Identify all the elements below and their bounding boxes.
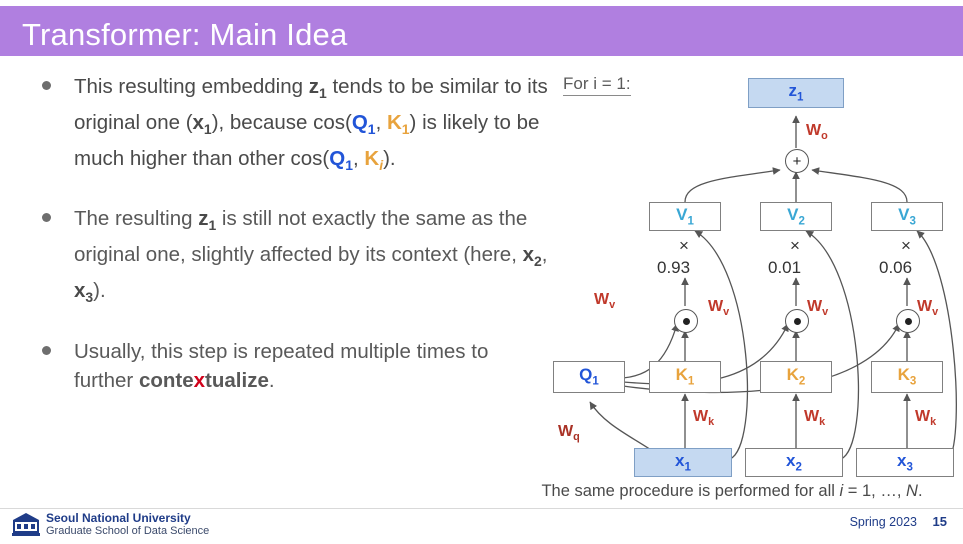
label-w-k-2: $W_k$	[804, 408, 826, 429]
node-k2: $K_2$	[760, 361, 832, 393]
label-w-k-3: $W_k$	[915, 408, 937, 429]
list-item: Usually, this step is repeated multiple times to further contextualize.	[28, 337, 548, 395]
footer-divider	[0, 508, 963, 509]
list-item: The resulting $z_1$ is still not exactly the same as the original one, slightly affected by its context (here, $x_2$, $x_3$).	[28, 204, 548, 312]
node-x3: $x_3$	[856, 448, 954, 477]
page-number: 15	[932, 514, 947, 529]
bullet-dot-icon	[42, 346, 51, 355]
dot-product-icon-3	[896, 309, 920, 333]
times-1: ×	[679, 236, 689, 255]
footer-term: Spring 2023	[849, 515, 917, 529]
dot-product-icon-2	[785, 309, 809, 333]
label-w-v-3: $W_v$	[917, 298, 939, 319]
label-w-q: $W_q$	[558, 423, 580, 444]
dot-product-icon-1	[674, 309, 698, 333]
department-name: Graduate School of Data Science	[46, 525, 210, 537]
bullet-dot-icon	[42, 81, 51, 90]
sum-operator-icon: +	[785, 149, 809, 173]
label-w-k-1: $W_k$	[693, 408, 715, 429]
footer-university	[46, 512, 209, 538]
node-output-z1	[748, 78, 844, 108]
university-logo-icon	[12, 512, 40, 538]
node-v3: $V_3$	[871, 202, 943, 231]
attention-weight-2: 0.01	[768, 258, 802, 277]
times-3: ×	[901, 236, 911, 255]
list-item: This resulting embedding $z_1$ tends to be similar to its original one $(x_1)$, because $\cos(Q_1$, $K_1$) is likely to be much higher than other $\cos(Q_1$, $K_i$).	[28, 72, 548, 180]
label-w-v-1: $W_v$	[708, 298, 730, 319]
node-x1: $x_1$	[634, 448, 732, 477]
attention-weight-1: 0.93	[657, 258, 691, 277]
page-title: Transformer: Main Idea	[22, 17, 348, 52]
bullet-list	[28, 72, 548, 419]
node-k1: $K_1$	[649, 361, 721, 393]
bullet-dot-icon	[42, 213, 51, 222]
node-v2: $V_2$	[760, 202, 832, 231]
label-w-v-0: $W_v$	[594, 291, 616, 312]
label-w-v-2: $W_v$	[807, 298, 829, 319]
label-w-o: $W_o$	[806, 122, 828, 143]
node-k3: $K_3$	[871, 361, 943, 393]
attention-diagram	[545, 66, 963, 486]
university-name: Seoul National University	[46, 511, 191, 525]
diagram-caption: The same procedure is performed for all i = 1, …, N.	[541, 482, 923, 500]
node-q1: $Q_1$	[553, 361, 625, 393]
title-bar	[0, 6, 963, 56]
node-x2: $x_2$	[745, 448, 843, 477]
node-v1: $V_1$	[649, 202, 721, 231]
times-2: ×	[790, 236, 800, 255]
attention-weight-3: 0.06	[879, 258, 913, 277]
for-index-label: For i = 1:	[563, 74, 631, 96]
node-label: $z_1$	[788, 81, 804, 104]
